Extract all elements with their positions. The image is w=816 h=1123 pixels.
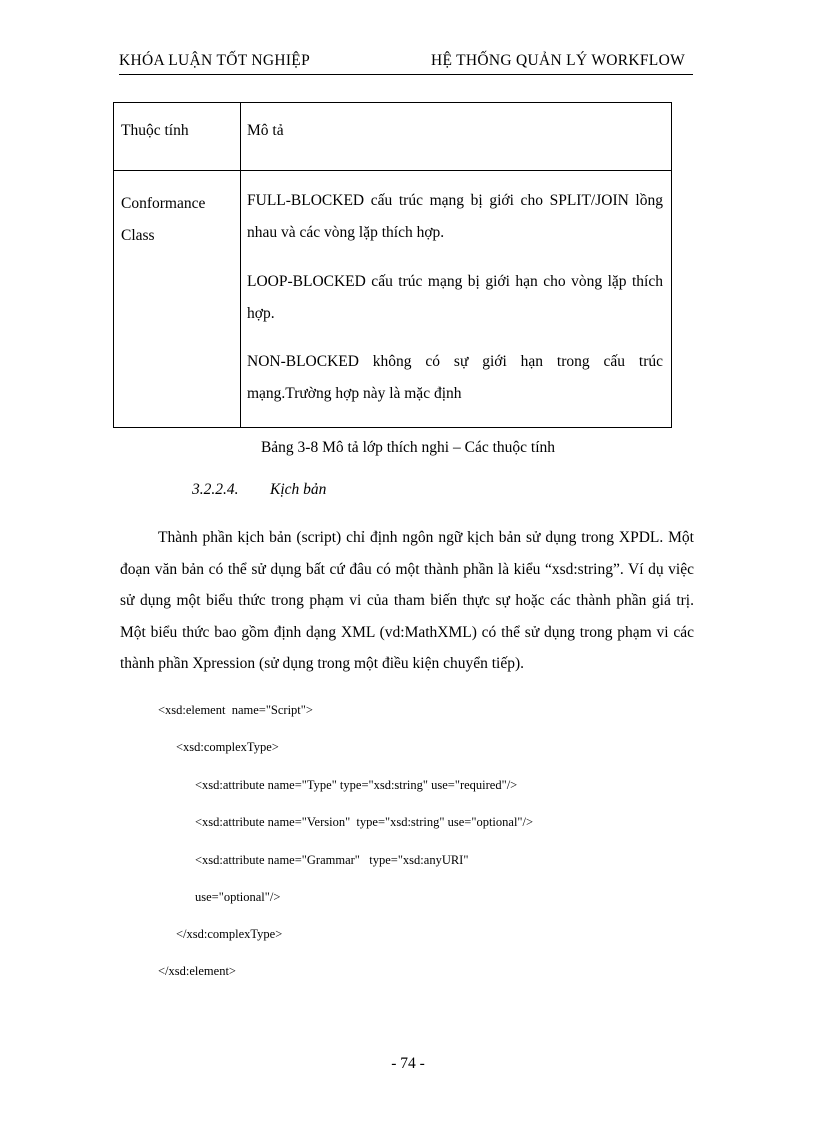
table-caption: Bảng 3-8 Mô tả lớp thích nghi – Các thuộc tính <box>260 439 556 456</box>
table-cell-description-full-blocked: FULL-BLOCKED cấu trúc mạng bị giới cho SPLIT/JOIN lồng nhau và các vòng lặp thích hợp. <box>247 192 663 241</box>
table-column-divider <box>240 103 241 427</box>
subsection-number: 3.2.2.4. <box>192 481 239 498</box>
attribute-table <box>113 102 672 428</box>
subsection-title: Kịch bản <box>270 481 327 498</box>
page-number: - 74 - <box>391 1055 425 1072</box>
table-row-divider <box>114 170 671 171</box>
code-line: <xsd:complexType> <box>176 740 279 754</box>
code-line: <xsd:attribute name="Version" type="xsd:string" use="optional"/> <box>195 815 534 829</box>
header-right-title: HỆ THỐNG QUẢN LÝ WORKFLOW <box>430 52 685 69</box>
table-header-description: Mô tả <box>247 122 284 139</box>
code-line: <xsd:attribute name="Grammar" type="xsd:anyURI" <box>195 853 469 867</box>
page-header <box>119 52 693 75</box>
table-cell-description-non-blocked: NON-BLOCKED không có sự giới hạn trong cấu trúc mạng.Trường hợp này là mặc định <box>247 353 663 402</box>
table-cell-attribute: Conformance Class <box>121 195 206 244</box>
code-line: </xsd:complexType> <box>176 927 283 941</box>
code-line: <xsd:element name="Script"> <box>158 703 313 717</box>
code-line: <xsd:attribute name="Type" type="xsd:string" use="required"/> <box>195 778 518 792</box>
table-header-attribute: Thuộc tính <box>121 122 189 139</box>
header-left-title: KHÓA LUẬN TỐT NGHIỆP <box>119 52 310 69</box>
code-line: use="optional"/> <box>195 890 281 904</box>
code-line: </xsd:element> <box>158 964 236 978</box>
table-cell-description-loop-blocked: LOOP-BLOCKED cấu trúc mạng bị giới hạn cho vòng lặp thích hợp. <box>247 273 663 322</box>
body-paragraph: Thành phần kịch bản (script) chỉ định ngôn ngữ kịch bản sử dụng trong XPDL. Một đoạn văn bản có thể sử dụng bất cứ đâu có một thành phần là kiểu “xsd:string”. Ví dụ việc sử dụng một biểu thức trong phạm vi của tham biến thực sự hoặc các thành phần giá trị. Một biểu thức bao gồm định dạng XML (vd:MathXML) có thể sử dụng trong phạm vi các thành phần Xpression (sử dụng trong một điều kiện chuyển tiếp). <box>120 529 694 672</box>
